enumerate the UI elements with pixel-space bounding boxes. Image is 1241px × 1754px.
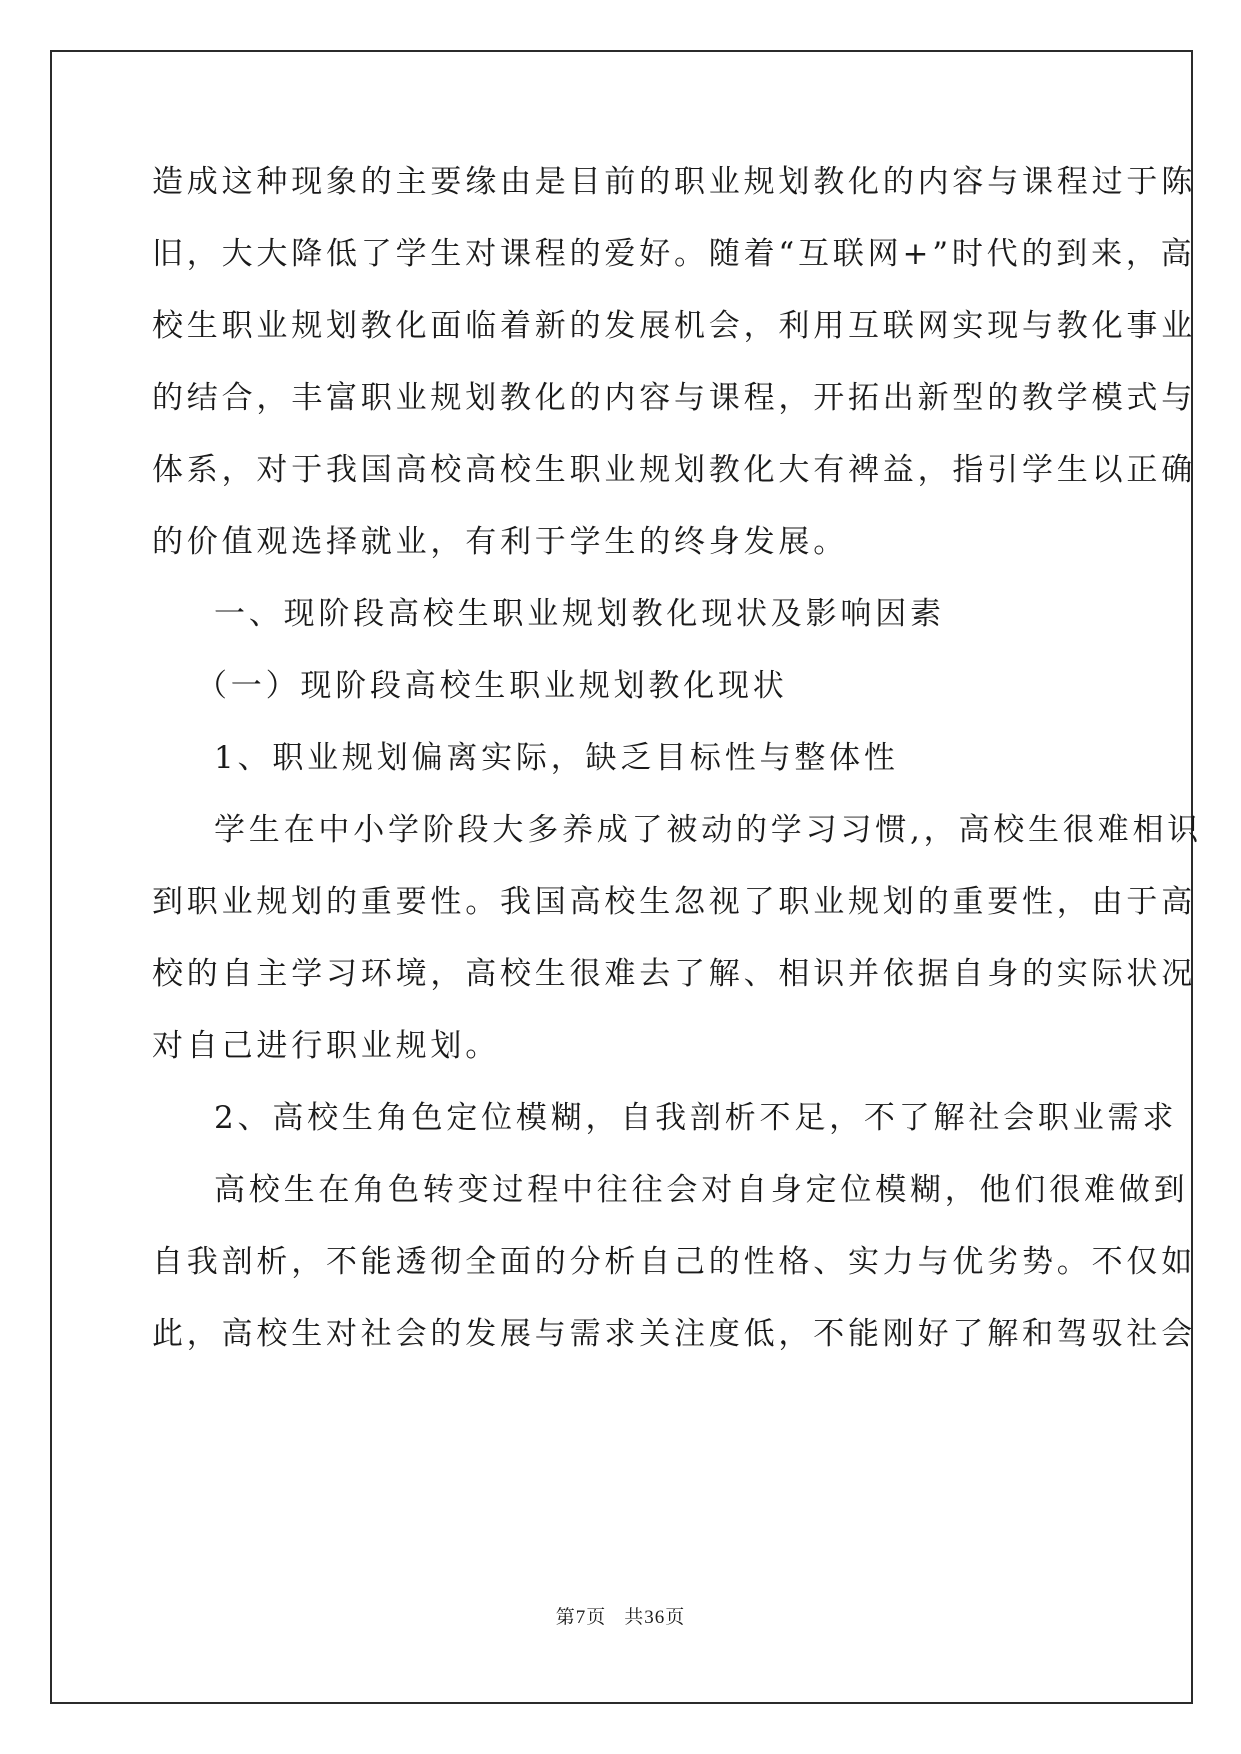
paragraph-line: 校生职业规划教化面临着新的发展机会，利用互联网实现与教化事业 [152,308,1196,344]
paragraph-line: 体系，对于我国高校高校生职业规划教化大有裨益，指引学生以正确 [152,452,1196,488]
paragraph-line: 到职业规划的重要性。我国高校生忽视了职业规划的重要性，由于高 [152,884,1196,920]
paragraph-line: 高校生在角色转变过程中往往会对自身定位模糊，他们很难做到 [214,1172,1189,1208]
subsection-heading: （一）现阶段高校生职业规划教化现状 [196,668,788,704]
page-border [50,50,1196,1704]
paragraph-line: 造成这种现象的主要缘由是目前的职业规划教化的内容与课程过于陈 [152,164,1196,200]
paragraph-line: 旧，大大降低了学生对课程的爱好。随着“互联网+”时代的到来，高 [152,236,1196,272]
section-heading: 一、现阶段高校生职业规划教化现状及影响因素 [214,596,945,632]
page-total: 共36页 [624,1607,686,1628]
page-number: 第7页 [555,1607,607,1628]
paragraph-line: 对自己进行职业规划。 [152,1028,500,1064]
item-heading: 2、高校生角色定位模糊，自我剖析不足，不了解社会职业需求 [214,1100,1178,1136]
paragraph-line: 此，高校生对社会的发展与需求关注度低，不能刚好了解和驾驭社会 [152,1316,1196,1352]
paragraph-line: 学生在中小学阶段大多养成了被动的学习习惯,，高校生很难相识 [214,812,1203,848]
page-footer [0,1602,1241,1629]
paragraph-line: 校的自主学习环境，高校生很难去了解、相识并依据自身的实际状况 [152,956,1196,992]
item-heading: 1、职业规划偏离实际，缺乏目标性与整体性 [214,740,899,776]
paragraph-line: 自我剖析，不能透彻全面的分析自己的性格、实力与优劣势。不仅如 [152,1244,1196,1280]
paragraph-line: 的结合，丰富职业规划教化的内容与课程，开拓出新型的教学模式与 [152,380,1196,416]
paragraph-line: 的价值观选择就业，有利于学生的终身发展。 [152,524,848,560]
